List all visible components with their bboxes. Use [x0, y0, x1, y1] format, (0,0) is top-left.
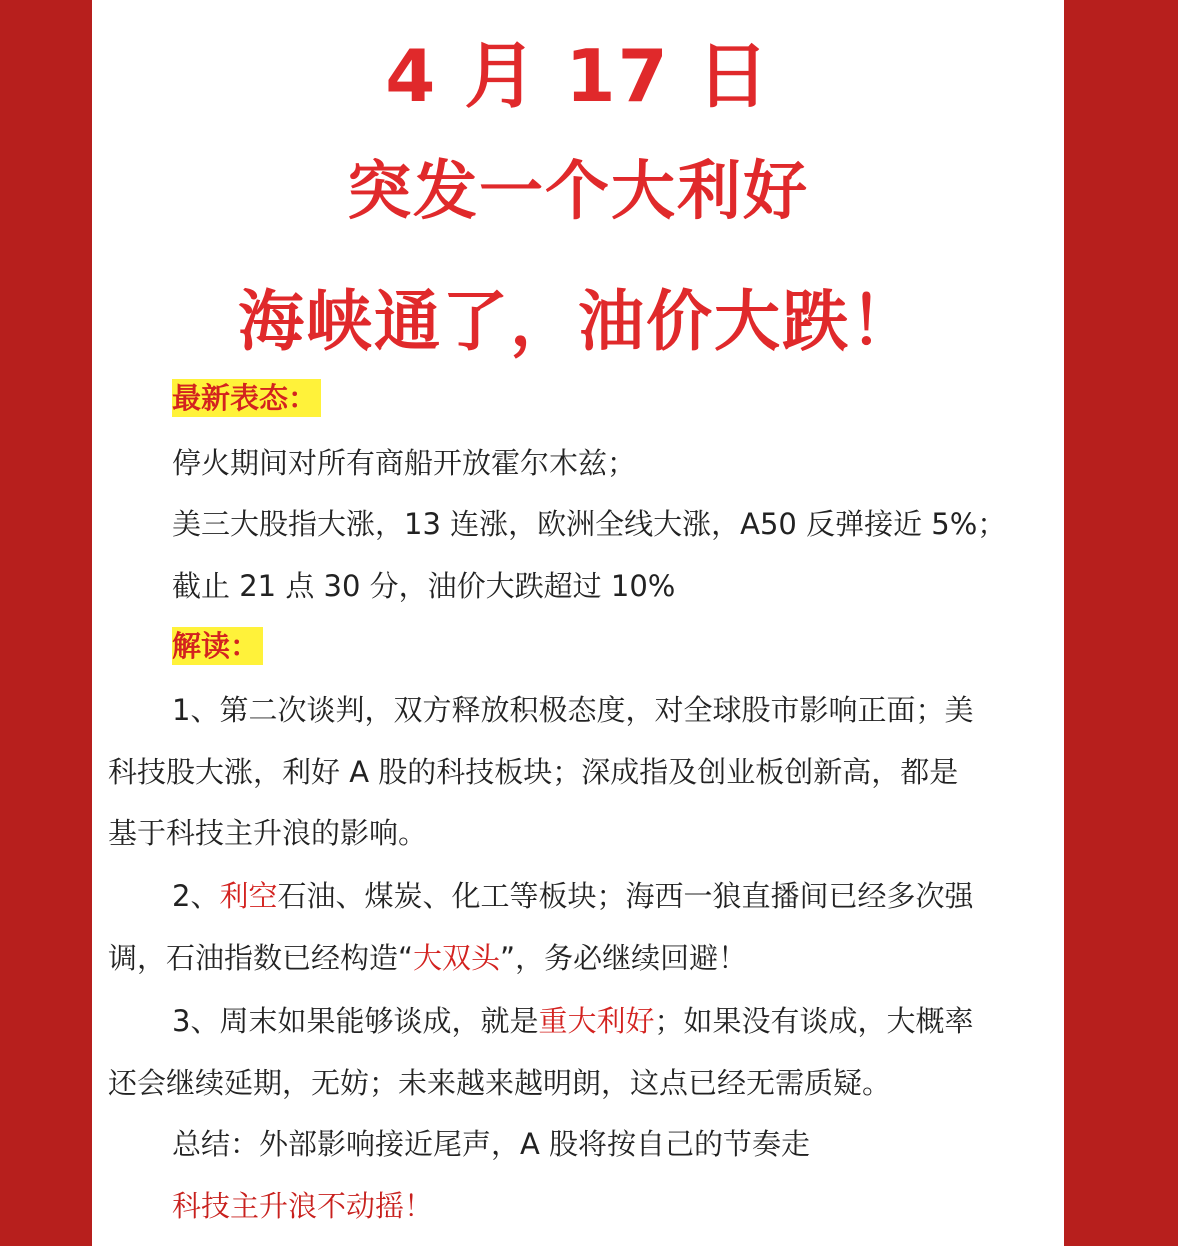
summary-line: 总结：外部影响接近尾声，A 股将按自己的节奏走 [172, 1127, 811, 1161]
right-red-border [1064, 0, 1178, 1246]
analysis-p3-line1 [172, 1001, 1064, 1041]
slogan-line: 科技主升浪不动摇！ [172, 1189, 434, 1223]
latest-line-3: 截止 21 点 30 分，油价大跌超过 10% [172, 569, 676, 603]
latest-label: 最新表态： [172, 379, 321, 417]
latest-section [172, 378, 1064, 418]
left-red-border [0, 0, 92, 1246]
latest-line-2: 美三大股指大涨，13 连涨，欧洲全线大涨，A50 反弹接近 5%； [172, 507, 1007, 541]
analysis-section [172, 626, 1064, 666]
analysis-p1-line2: 科技股大涨，利好 A 股的科技板块；深成指及创业板创新高，都是 [108, 755, 959, 789]
p2-line2-prefix: 调，石油指数已经构造“ [108, 941, 414, 975]
analysis-p3-line2: 还会继续延期，无妨；未来越来越明朗，这点已经无需质疑。 [108, 1066, 892, 1100]
analysis-p2-line1 [172, 876, 1064, 916]
headline-2: 海峡通了，油价大跌！ [238, 283, 918, 360]
p3-suffix: ；如果没有谈成，大概率 [654, 1004, 974, 1038]
p2-text-1: 石油、煤炭、化工等板块；海西一狼直播间已经多次强 [277, 879, 974, 913]
analysis-p1-line3: 基于科技主升浪的影响。 [108, 816, 428, 850]
p2-highlight-1: 利空 [219, 879, 278, 913]
p2-line2-suffix: ”，务必继续回避！ [500, 941, 748, 975]
analysis-p2-line2 [108, 938, 1048, 978]
p3-prefix: 3、周末如果能够谈成，就是 [172, 1004, 539, 1038]
analysis-p1-line1: 1、第二次谈判，双方释放积极态度，对全球股市影响正面；美 [172, 693, 974, 727]
p2-highlight-2: 大双头 [413, 941, 501, 975]
document-page [92, 0, 1064, 1246]
latest-line-1: 停火期间对所有商船开放霍尔木兹； [172, 446, 637, 480]
analysis-label: 解读： [172, 627, 263, 665]
p2-prefix: 2、 [172, 879, 220, 913]
date-title: 4 月 17 日 [385, 34, 771, 118]
p3-highlight: 重大利好 [538, 1004, 655, 1038]
headline-1: 突发一个大利好 [347, 155, 809, 229]
